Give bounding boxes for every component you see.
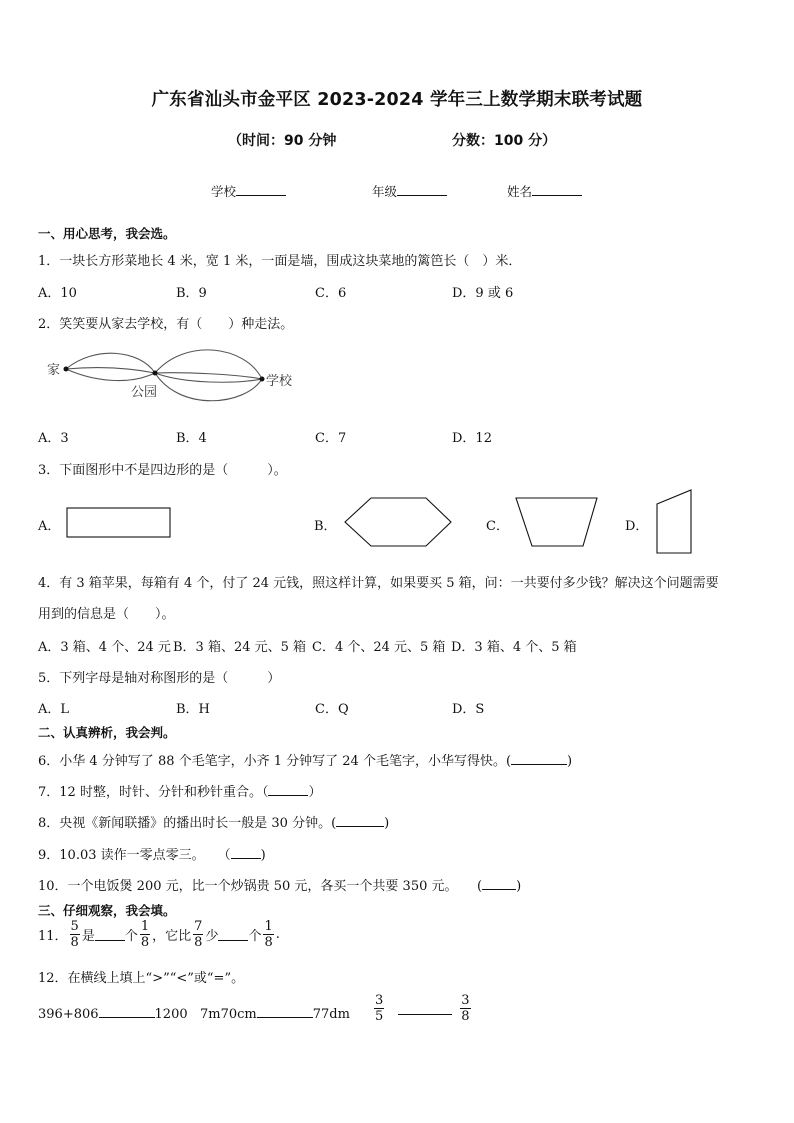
question-2: 2．笑笑要从家去学校，有（ ）种走法。 bbox=[38, 317, 294, 332]
question-6-text: 6．小华 4 分钟写了 88 个毛笔字，小齐 1 分钟写了 24 个毛笔字，小华写得快。( bbox=[38, 754, 512, 769]
q1-option-b[interactable]: B．9 bbox=[176, 286, 207, 301]
question-11: 11． $\frac{5}{8}$ 是 个 $\frac{1}{8}$ ，它比 $\frac{7}{8}$ 少 个 $\frac{1}{8}$ . bbox=[38, 919, 280, 950]
grade-label: 年级 bbox=[372, 184, 398, 199]
school-label: 学校 bbox=[211, 184, 237, 199]
q5-option-d[interactable]: D．S bbox=[452, 702, 485, 717]
q8-close-paren: ) bbox=[384, 816, 390, 831]
q7-answer-blank[interactable] bbox=[268, 783, 308, 796]
q5-option-b[interactable]: B．H bbox=[176, 702, 210, 717]
q12-blank-2[interactable] bbox=[257, 1005, 313, 1018]
section-3-heading: 三、仔细观察，我会填。 bbox=[38, 903, 176, 918]
question-8-text: 8．央视《新闻联播》的播出时长一般是 30 分钟。( bbox=[38, 816, 337, 831]
q11-prefix: 11． bbox=[38, 929, 68, 944]
section-2-heading: 二、认真辨析，我会判。 bbox=[38, 725, 176, 740]
hexagon-shape bbox=[345, 498, 451, 546]
q4-option-b[interactable]: B．3 箱、24 元、5 箱 bbox=[173, 640, 307, 655]
q11-blank-1[interactable] bbox=[95, 928, 125, 941]
home-label: 家 bbox=[47, 363, 61, 378]
q12-fraction-3-5: $\frac{3}{5}$ bbox=[375, 993, 384, 1024]
q12-compare-2: 7m70cm 77dm bbox=[200, 1007, 350, 1022]
q8-answer-blank[interactable] bbox=[336, 814, 384, 827]
q2-option-c[interactable]: C．7 bbox=[315, 431, 347, 446]
park-label: 公园 bbox=[131, 385, 158, 400]
q11-fraction-7-8: $\frac{7}{8}$ bbox=[194, 919, 203, 950]
question-4-line-2: 用到的信息是（ ）。 bbox=[38, 607, 175, 622]
question-9 bbox=[38, 844, 266, 863]
q1-option-a[interactable]: A．10 bbox=[38, 286, 77, 301]
exam-time: （时间：90 分钟 bbox=[228, 133, 337, 149]
q4-option-a[interactable]: A．3 箱、4 个、24 元 bbox=[38, 640, 171, 655]
q10-close-paren: ) bbox=[516, 879, 522, 894]
q9-close-paren: ) bbox=[260, 848, 266, 863]
page-title: 广东省汕头市金平区 2023-2024 学年三上数学期末联考试题 bbox=[151, 90, 643, 110]
q2-option-b[interactable]: B．4 bbox=[176, 431, 207, 446]
question-8 bbox=[38, 812, 389, 831]
q2-option-d[interactable]: D．12 bbox=[452, 431, 492, 446]
q5-option-c[interactable]: C．Q bbox=[315, 702, 349, 717]
q4-option-c[interactable]: C．4 个、24 元、5 箱 bbox=[312, 640, 446, 655]
q11-fraction-1-8-b: $\frac{1}{8}$ bbox=[264, 919, 273, 950]
right-trapezoid-shape bbox=[657, 490, 691, 553]
q6-answer-blank[interactable] bbox=[511, 752, 567, 765]
q4-option-d[interactable]: D．3 箱、4 个、5 箱 bbox=[451, 640, 577, 655]
exam-score: 分数：100 分） bbox=[452, 133, 557, 149]
name-label: 姓名 bbox=[507, 184, 533, 199]
question-7 bbox=[38, 781, 321, 800]
q3-option-a[interactable]: A． bbox=[38, 519, 61, 534]
q3-option-d[interactable]: D． bbox=[625, 519, 649, 534]
q12-compare-3 bbox=[372, 993, 473, 1024]
q10-answer-blank[interactable] bbox=[482, 877, 516, 890]
question-7-text: 7．12 时整，时针、分针和秒针重合。（ bbox=[38, 785, 269, 800]
q7-close-paren: ） bbox=[308, 785, 322, 800]
q12-fraction-3-8: $\frac{3}{8}$ bbox=[461, 993, 470, 1024]
q12-blank-1[interactable] bbox=[99, 1005, 155, 1018]
q1-option-d[interactable]: D．9 或 6 bbox=[452, 286, 514, 301]
question-10-text: 10．一个电饭煲 200 元，比一个炒锅贵 50 元，各买一个共要 350 元。 ( bbox=[38, 879, 483, 894]
q11-fraction-5-8: $\frac{5}{8}$ bbox=[70, 919, 79, 950]
question-9-text: 9．10.03 读作一零点零三。 （ bbox=[38, 848, 231, 863]
q12-blank-3[interactable] bbox=[398, 1002, 452, 1015]
q12-compare-1: 396+806 1200 bbox=[38, 1007, 188, 1022]
question-6 bbox=[38, 750, 572, 769]
question-12: 12．在横线上填上“>”“<”或“=”。 bbox=[38, 971, 245, 986]
q3-option-b[interactable]: B． bbox=[314, 519, 337, 534]
q11-blank-2[interactable] bbox=[218, 928, 248, 941]
school-label: 学校 bbox=[266, 374, 293, 389]
q1-option-c[interactable]: C．6 bbox=[315, 286, 347, 301]
question-5: 5．下列字母是轴对称图形的是（ ） bbox=[38, 671, 281, 686]
question-3: 3．下面图形中不是四边形的是（ ）。 bbox=[38, 463, 287, 478]
question-1: 1．一块长方形菜地长 4 米，宽 1 米，一面是墙，围成这块菜地的篱笆长（ ）米． bbox=[38, 254, 522, 269]
section-1-heading: 一、用心思考，我会选。 bbox=[38, 226, 176, 241]
q5-option-a[interactable]: A．L bbox=[38, 702, 70, 717]
q2-option-a[interactable]: A．3 bbox=[38, 431, 69, 446]
q9-answer-blank[interactable] bbox=[231, 846, 261, 859]
q11-fraction-1-8-a: $\frac{1}{8}$ bbox=[140, 919, 150, 950]
trapezoid-shape bbox=[516, 498, 597, 546]
question-10 bbox=[38, 875, 521, 894]
rectangle-shape bbox=[67, 508, 170, 537]
question-4-line-1: 4．有 3 箱苹果，每箱有 4 个，付了 24 元钱，照这样计算，如果要买 5 箱，问：一共要付多少钱？解决这个问题需要 bbox=[38, 576, 719, 591]
q6-close-paren: ) bbox=[567, 754, 573, 769]
q3-option-c[interactable]: C． bbox=[486, 519, 509, 534]
